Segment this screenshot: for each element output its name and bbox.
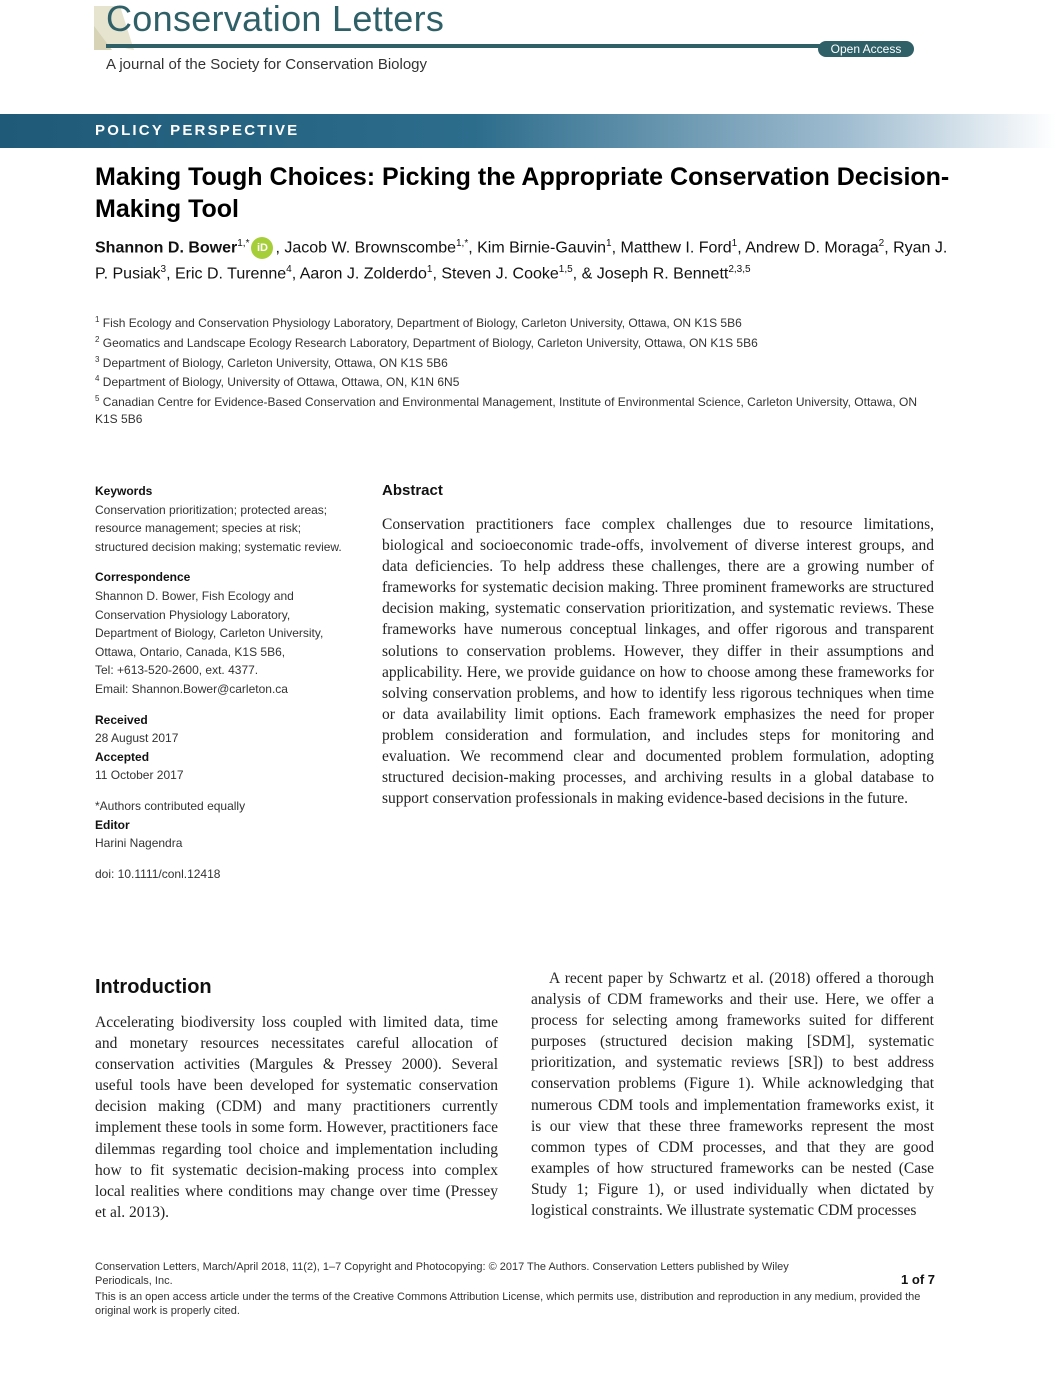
correspondence-email[interactable]: Email: Shannon.Bower@carleton.ca — [95, 681, 288, 696]
affiliation-number: 2 — [95, 334, 100, 344]
affiliation-text: Canadian Centre for Evidence-Based Conservation and Environmental Management, Institute of Environmental Science, Carleton University, Ottawa, ON K1S 5B6 — [95, 395, 917, 426]
affiliation-number: 5 — [95, 394, 100, 404]
author-name: Matthew I. Ford — [620, 239, 732, 257]
license-statement: This is an open access article under the terms of the Creative Commons Attribution License, which permits use, distribution and reproduction in any medium, provided the original work is properly cited. — [95, 1291, 921, 1317]
journal-subtitle: A journal of the Society for Conservation Biology — [106, 56, 428, 73]
masthead-rule — [106, 44, 826, 48]
affiliation-number: 3 — [95, 354, 100, 364]
author-name: Andrew D. Moraga — [745, 239, 879, 257]
open-access-badge: Open Access — [818, 41, 914, 57]
keywords-line: structured decision making; systematic review. — [95, 539, 342, 554]
author-affiliation-marker: 2,3,5 — [728, 264, 751, 276]
affiliation-text: Fish Ecology and Conservation Physiology Laboratory, Department of Biology, Carleton University, Ottawa, ON K1S 5B6 — [102, 316, 742, 330]
page-number: 1 of 7 — [901, 1272, 935, 1287]
affiliation-item — [95, 312, 935, 332]
author-name: Kim Birnie-Gauvin — [477, 239, 607, 257]
affiliation-number: 1 — [95, 315, 100, 324]
correspondence-line: Department of Biology, Carleton University, — [95, 626, 324, 641]
accepted-date: 11 October 2017 — [95, 768, 184, 783]
correspondence-line: Conservation Physiology Laboratory, — [95, 607, 291, 622]
abstract-heading: Abstract — [382, 482, 443, 499]
author-name: Joseph R. Bennett — [596, 265, 729, 283]
correspondence-line: Tel: +613-520-2600, ext. 4377. — [95, 663, 259, 678]
author-affiliation-marker: 3 — [160, 264, 167, 276]
author-affiliation-marker: 1 — [606, 238, 612, 249]
affiliation-item — [95, 352, 935, 372]
paper-title: Making Tough Choices: Picking the Appropriate Conservation Decision-Making Tool — [95, 163, 950, 223]
affiliations — [95, 312, 935, 428]
author-name: Eric D. Turenne — [174, 265, 287, 283]
author-name: Ryan J. P. Pusiak — [95, 239, 948, 283]
correspondence-heading: Correspondence — [95, 570, 191, 585]
abstract-text: Conservation practitioners face complex challenges due to resource limitations, biological and socioeconomic trade-offs, involvement of diverse interest groups, and data deficiencies. To help address these challenges, there are a growing number of frameworks for systematic decision making. Three prominent frameworks are structured decision making, systematic conservation prioritization, and systematic reviews. These frameworks have numerous conceptual linkages, and offer rigorous and transparent solutions to conservation problems. However, they differ in their assumptions and applicability. Here, we provide guidance on how to choose among these frameworks for solving conservation problems, and how to identify less rigorous techniques when time or data availability limit options. Each framework emphasizes the need for proper problem consideration and formulation, and includes steps for monitoring and evaluation. We recommend clear and documented problem formulation, adopting structured decision-making processes, and archiving results in a global database to support conservation professionals in making evidence-based decisions in the future. — [382, 516, 934, 808]
accepted-heading: Accepted — [95, 749, 150, 764]
author-affiliation-marker: 4 — [286, 264, 292, 276]
author-name: Shannon D. Bower — [95, 239, 238, 257]
editor-name: Harini Nagendra — [95, 836, 183, 851]
correspondence-line: Ottawa, Ontario, Canada, K1S 5B6, — [95, 644, 286, 659]
editor-heading: Editor — [95, 817, 130, 832]
affiliation-number: 4 — [95, 374, 100, 384]
article-meta — [95, 482, 365, 883]
correspondence-line: Shannon D. Bower, Fish Ecology and — [95, 588, 294, 603]
journal-title: Conservation Letters — [106, 0, 445, 39]
keywords-heading: Keywords — [95, 484, 153, 498]
doi[interactable]: doi: 10.1111/conl.12418 — [95, 866, 221, 881]
author-list: Shannon D. Bower$^{1,*}$ iD , Jacob W. Brownscombe$^{1,*}$, Kim Birnie-Gauvin$^1$, Matthew I. Ford$^1$, Andrew D. Moraga$^2$, Ryan J. P. Pusiak$^3$, Eric D. Turenne$^4$, Aaron J. Zolderdo$^1$, Steven J. Cooke$^{1,5}$, & Joseph R. Bennett$^{2,3,5}$ — [95, 238, 948, 283]
author-affiliation-marker: 1,* — [237, 238, 250, 249]
footer-citation: Conservation Letters, March/April 2018, 11(2), 1–7 Copyright and Photocopying: © 2017 The Authors. Conservation Letters published by Wiley Periodicals, Inc. — [95, 1261, 789, 1287]
author-affiliation-marker: 1,5 — [558, 264, 573, 276]
affiliation-text: Department of Biology, Carleton University, Ottawa, ON K1S 5B6 — [102, 355, 448, 370]
received-date: 28 August 2017 — [95, 731, 179, 746]
received-heading: Received — [95, 712, 148, 727]
author-affiliation-marker: 1 — [731, 238, 738, 249]
author-affiliation-marker: 1 — [426, 264, 433, 276]
introduction-paragraph-1: Accelerating biodiversity loss coupled with limited data, time and monetary resources necessitates careful allocation of conservation activities (Margules & Pressey 2000). Several useful tools have been developed for systematic conservation decision making (CDM) and many practitioners currently implement these tools in some form. However, practitioners face dilemmas regarding tool choice and implementation including how to fit systematic decision-making process into complex local realities where conditions may change over time (Pressey et al. 2013). — [95, 1014, 498, 1221]
author-affiliation-marker: 2 — [878, 238, 885, 249]
author-affiliation-marker: 1,* — [455, 238, 469, 249]
keywords-line: resource management; species at risk; — [95, 521, 302, 536]
author-name: Steven J. Cooke — [441, 265, 559, 283]
affiliation-item — [95, 332, 935, 352]
affiliation-item — [95, 391, 935, 428]
introduction-paragraph-2: A recent paper by Schwartz et al. (2018) offered a thorough analysis of CDM frameworks and their use. Here, we offer a process for selecting among frameworks suited for different purposes (structured decision making [SDM], systematic prioritization, and systematic reviews [SR]) to best address conservation problems (Figure 1). While acknowledging that numerous CDM tools and implementation frameworks exist, it is our view that these three frameworks represent the most common types of CDM processes, and that they are good examples of how structured frameworks can be nested (Case Study 1; Figure 1), or used individually when dictated by logistical constraints. We illustrate systematic CDM processes — [531, 970, 934, 1220]
keywords-line: Conservation prioritization; protected areas; — [95, 502, 328, 517]
orcid-icon[interactable]: iD — [251, 237, 273, 259]
affiliation-text: Geomatics and Landscape Ecology Research Laboratory, Department of Biology, Carleton University, Ottawa, ON K1S 5B6 — [102, 335, 758, 350]
affiliation-text: Department of Biology, University of Ottawa, Ottawa, ON, K1N 6N5 — [102, 375, 460, 390]
section-label: POLICY PERSPECTIVE — [95, 122, 300, 139]
author-name: Jacob W. Brownscombe — [284, 239, 456, 257]
equal-contribution-note: *Authors contributed equally — [95, 798, 246, 813]
introduction-heading: Introduction — [95, 976, 212, 998]
affiliation-item — [95, 371, 935, 391]
author-name: Aaron J. Zolderdo — [299, 265, 427, 283]
